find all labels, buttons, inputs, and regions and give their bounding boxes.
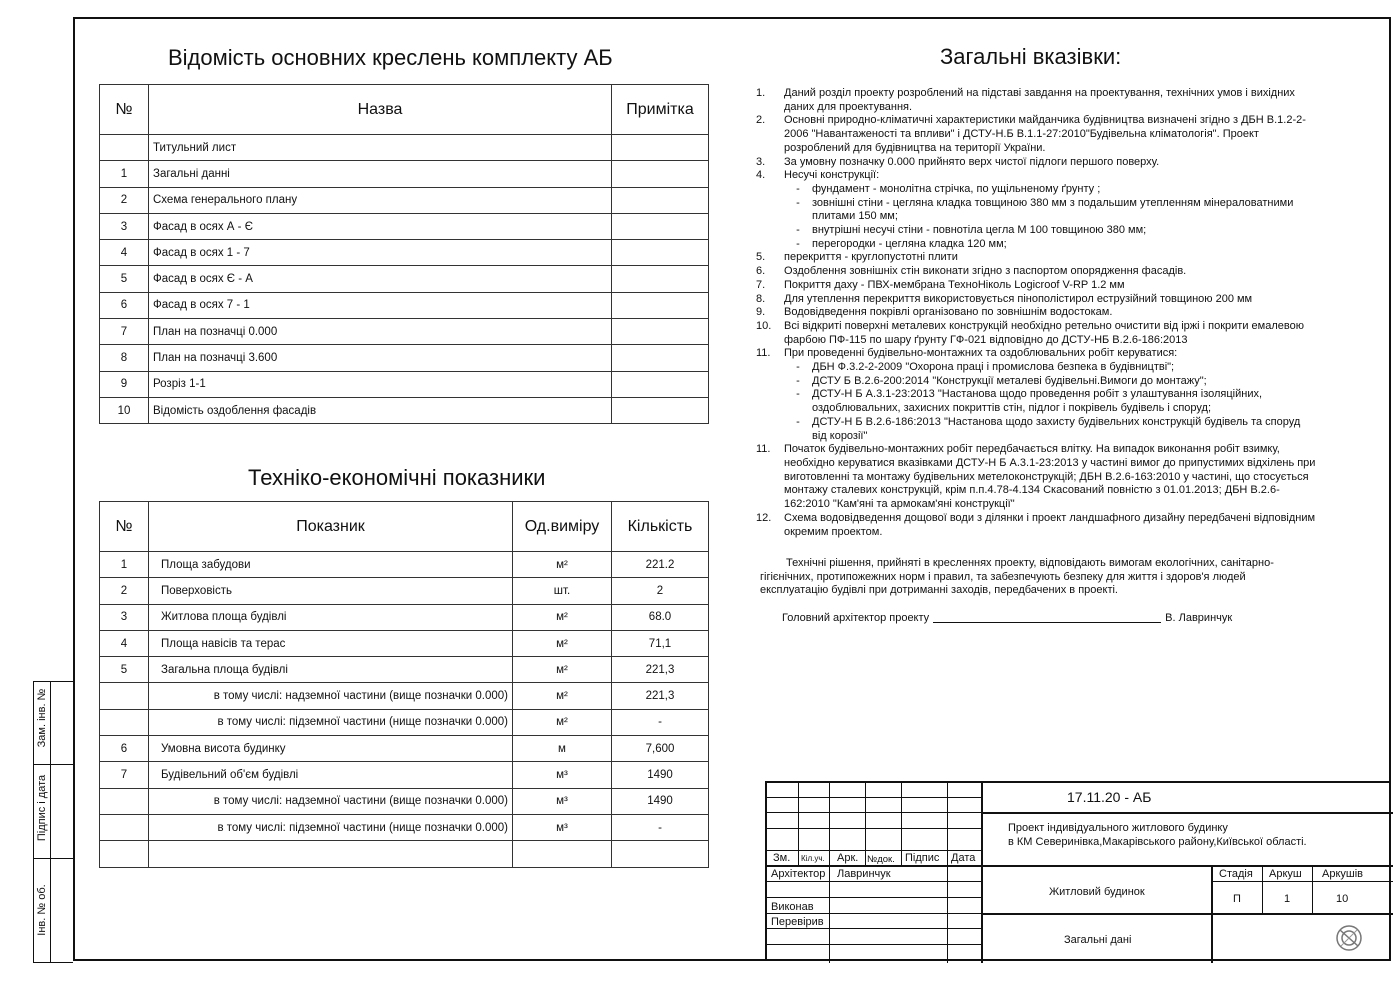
note-subitem: - перегородки - цегляна кладка 120 мм; [756, 238, 1316, 252]
signature-line [782, 612, 1232, 624]
note-subitem-text: внутрішні несучі стіни - повнотіла цегла М 100 товщиною 380 мм; [812, 224, 1147, 237]
tb-col-zm: Зм. [773, 852, 791, 864]
note-number: 8. [756, 292, 766, 305]
tb-col-data: Дата [951, 852, 976, 864]
indicator-no: 7 [100, 762, 149, 788]
indicator-unit: м² [513, 630, 612, 656]
indicator-no: 6 [100, 736, 149, 762]
note-number: 11. [756, 347, 771, 360]
indicator-unit: м² [513, 657, 612, 683]
indicator-unit: шт. [513, 578, 612, 604]
general-notes-list [756, 87, 1316, 539]
indicators-header-name: Показник [149, 502, 513, 552]
indicator-name: Площа забудови [149, 552, 513, 578]
general-notes-paragraph: Технічні рішення, прийняті в кресленнях проекту, відповідають вимогам екологічних, санітарно-гігієнічних, протипожежних норм і правил, та забезпечують безпеку для життя і здоров'я людей експлуатацію будівлі при дотриманні заходів, передбачених в проекті. [760, 557, 1274, 597]
side-stamp-strip [33, 681, 73, 963]
note-text: Оздоблення зовнішніх стін виконати згідно з паспортом опорядження фасадів. [784, 265, 1187, 278]
note-subitem-text: ДСТУ-Н Б А.3.1-23:2013 "Настанова щодо проведення робіт з улаштування ізоляційних, оздоблювальних, захисних покриттів стін, підлог і покрівель будівель і споруд; [812, 388, 1263, 415]
signature-name: В. Лавринчук [1165, 612, 1233, 624]
drawing-name: Фасад в осях 1 - 7 [149, 240, 612, 266]
tb-building-name: Житловий будинок [1049, 886, 1145, 898]
indicator-unit: м² [513, 604, 612, 630]
drawing-note [612, 187, 709, 213]
drawing-name: Схема генерального плану [149, 187, 612, 213]
drawing-no: 7 [100, 319, 149, 345]
tb-col-pidpys: Підпис [905, 852, 940, 864]
note-item [756, 87, 1316, 114]
indicator-qty: - [612, 814, 709, 840]
indicator-qty: 1490 [612, 762, 709, 788]
indicators-header-qty: Кількість [612, 502, 709, 552]
indicator-no [100, 814, 149, 840]
tb-sheets-value: 10 [1336, 893, 1349, 905]
indicator-qty: 68.0 [612, 604, 709, 630]
indicator-unit: м² [513, 709, 612, 735]
indicator-no [100, 709, 149, 735]
indicator-qty: 221,3 [612, 657, 709, 683]
drawings-header-no: № [100, 85, 149, 135]
table-row [100, 213, 709, 239]
drawing-no [100, 135, 149, 161]
tb-role-executor: Виконав [771, 901, 814, 913]
indicators-title: Техніко-економічні показники [248, 465, 546, 490]
note-subitem: - внутрішні несучі стіни - повнотіла цегла М 100 товщиною 380 мм; [756, 224, 1316, 238]
table-row [100, 788, 709, 814]
table-row [100, 762, 709, 788]
table-row [100, 814, 709, 840]
tb-code: 17.11.20 - АБ [1067, 789, 1152, 805]
drawing-name: Фасад в осях 7 - 1 [149, 292, 612, 318]
table-row [100, 292, 709, 318]
indicator-name: Поверховість [149, 578, 513, 604]
indicators-table [99, 501, 709, 868]
table-row [100, 736, 709, 762]
indicator-unit: м³ [513, 762, 612, 788]
indicator-unit: м² [513, 683, 612, 709]
tb-col-ndok: №док. [867, 854, 895, 865]
table-row [100, 240, 709, 266]
note-item [756, 347, 1316, 361]
indicator-unit: м³ [513, 814, 612, 840]
drawing-no: 4 [100, 240, 149, 266]
indicator-name: Загальна площа будівлі [149, 657, 513, 683]
table-row [100, 135, 709, 161]
note-number: 3. [756, 155, 766, 168]
indicators-header-no: № [100, 502, 149, 552]
note-text: За умовну позначку 0.000 прийнято верх чистої підлоги першого поверху. [784, 155, 1160, 168]
tb-sheet-label: Аркуш [1269, 868, 1302, 880]
note-item [756, 114, 1316, 155]
tb-project-line1: Проект індивідуального житлового будинку [1008, 822, 1228, 834]
note-text: Даний розділ проекту розроблений на підставі завдання на проектування, технічних умов і вихідних даних для проектування. [784, 87, 1295, 113]
indicator-name: Будівельний об'єм будівлі [149, 762, 513, 788]
side-inv-zam-label: Зам. інв. № [36, 688, 48, 748]
indicator-name: в тому числі: підземної частини (нище позначки 0.000) [149, 814, 513, 840]
note-item [756, 279, 1316, 293]
note-item [756, 306, 1316, 320]
indicator-no [100, 683, 149, 709]
note-subitem: - зовнішні стіни - цегляна кладка товщиною 380 мм з подальшим утепленням мінераловатними плитами 150 мм; [756, 197, 1316, 224]
title-block [765, 781, 1391, 961]
note-text: Початок будівельно-монтажних робіт передбачається влітку. На випадок виконання робіт взимку, необхідно керуватися вказівками ДСТУ-Н Б А.3.1-23:2013 у частині вимог до припустимих відхілень при виготовленні та монтажу будівельних метелоконструкцій; ДБН В.2.6-163:2010 у частині, що стосується монтажу сталевих конструкцій, крім п.п.4.78-4.134 Скасований повністю з 01.01.2013; ДБН В.2.6-162:2010 "Кам'яні та армокам'яні конструкції" [784, 443, 1316, 511]
table-row [100, 345, 709, 371]
table-row [100, 552, 709, 578]
note-subitem-text: перегородки - цегляна кладка 120 мм; [812, 237, 1007, 250]
side-inv-orig-label: Інв. № об. [36, 884, 48, 936]
note-text: При проведенні будівельно-монтажних та оздоблювальних робіт керуватися: [784, 347, 1178, 360]
drawing-note [612, 266, 709, 292]
note-text: Всі відкриті поверхні металевих конструкцій необхідно ретельно очистити від іржі і покрити емалевою фарбою ПФ-115 по шару ґрунту ГФ-021 відповідно до ДСТУ-НБ В.2.6-186:2013 [784, 319, 1304, 346]
note-text: Покриття даху - ПВХ-мембрана ТехноНіколь Logicroof V-RP 1.2 мм [784, 278, 1125, 291]
drawing-name: Відомість оздоблення фасадів [149, 397, 612, 423]
note-subitem: - ДСТУ-Н Б А.3.1-23:2013 "Настанова щодо проведення робіт з улаштування ізоляційних, оздоблювальних, захисних покриттів стін, підлог і покрівель будівель і споруд; [756, 388, 1316, 415]
drawing-note [612, 319, 709, 345]
indicators-header-unit: Од.виміру [513, 502, 612, 552]
side-signature-date-label: Підпис і дата [36, 774, 48, 842]
note-text: Для утеплення перекриття використовується пінополістирол еструзійний товщиною 200 мм [784, 292, 1253, 305]
note-item [756, 512, 1316, 539]
table-row [100, 187, 709, 213]
indicator-name: в тому числі: надземної частини (вище позначки 0.000) [149, 788, 513, 814]
note-number: 5. [756, 251, 766, 264]
note-subitem-text: зовнішні стіни - цегляна кладка товщиною 380 мм з подальшим утепленням мінераловатними плитами 150 мм; [812, 196, 1294, 223]
note-subitem-text: ДСТУ Б В.2.6-200:2014 "Конструкції металеві будівельні.Вимоги до монтажу"; [812, 374, 1207, 387]
note-item [756, 320, 1316, 347]
drawing-note [612, 292, 709, 318]
indicator-no: 1 [100, 552, 149, 578]
note-number: 12. [756, 511, 772, 524]
drawings-list-table [99, 84, 709, 424]
drawing-note [612, 371, 709, 397]
note-item [756, 265, 1316, 279]
indicator-qty: 221,3 [612, 683, 709, 709]
table-row [100, 657, 709, 683]
indicator-qty: 1490 [612, 788, 709, 814]
table-row [100, 604, 709, 630]
table-row [100, 397, 709, 423]
tb-sheet-value: 1 [1284, 893, 1291, 905]
indicator-name: в тому числі: підземної частини (нище позначки 0.000) [149, 709, 513, 735]
note-subitem-text: фундамент - монолітна стрічка, по ущільненому ґрунту ; [812, 182, 1101, 195]
indicator-name: в тому числі: надземної частини (вище позначки 0.000) [149, 683, 513, 709]
table-row [100, 161, 709, 187]
drawing-note [612, 397, 709, 423]
table-row [100, 266, 709, 292]
tb-col-ark: Арк. [837, 852, 859, 864]
drawing-no: 10 [100, 397, 149, 423]
note-subitem: - ДСТУ Б В.2.6-200:2014 "Конструкції металеві будівельні.Вимоги до монтажу"; [756, 375, 1316, 389]
note-number: 1. [756, 87, 766, 99]
drawings-header-note: Примітка [612, 85, 709, 135]
drawing-no: 9 [100, 371, 149, 397]
indicator-qty: 7,600 [612, 736, 709, 762]
drawing-no: 8 [100, 345, 149, 371]
drawing-note [612, 135, 709, 161]
signature-label: Головний архітектор проекту [782, 612, 930, 624]
note-item [756, 251, 1316, 265]
tb-architect-name: Лавринчук [837, 868, 891, 880]
note-subitem: - ДСТУ-Н Б В.2.6-186:2013 "Настанова щодо захисту будівельних конструкцій будівель та споруд від корозії" [756, 416, 1316, 443]
tb-role-architect: Архітектор [771, 868, 826, 880]
note-subitem: - фундамент - монолітна стрічка, по ущільненому ґрунту ; [756, 183, 1316, 197]
table-row [100, 319, 709, 345]
table-row [100, 630, 709, 656]
drawing-no: 2 [100, 187, 149, 213]
drawing-name: Фасад в осях А - Є [149, 213, 612, 239]
drawings-header-name: Назва [149, 85, 612, 135]
drawings-list-title: Відомість основних креслень комплекту АБ [168, 45, 613, 70]
indicator-qty: 71,1 [612, 630, 709, 656]
note-subitem-text: ДБН Ф.3.2-2-2009 "Охорона праці і промислова безпека в будівництві"; [812, 361, 1175, 374]
tb-col-kil: Кіл.уч. [801, 854, 825, 863]
indicator-no [100, 841, 149, 867]
indicator-no: 4 [100, 630, 149, 656]
drawing-no: 6 [100, 292, 149, 318]
seal-logo-icon [1335, 924, 1363, 952]
drawing-name: Фасад в осях Є - А [149, 266, 612, 292]
drawing-no: 5 [100, 266, 149, 292]
table-row [100, 371, 709, 397]
indicator-unit [513, 841, 612, 867]
indicator-no: 2 [100, 578, 149, 604]
note-number: 2. [756, 114, 766, 127]
indicator-name: Умовна висота будинку [149, 736, 513, 762]
table-row [100, 709, 709, 735]
indicator-qty: 2 [612, 578, 709, 604]
drawing-name: План на позначці 3.600 [149, 345, 612, 371]
drawing-name: Розріз 1-1 [149, 371, 612, 397]
note-number: 11. [756, 443, 771, 456]
note-text: Схема водовідведення дощової води з ділянки і проект ландшафного дизайну передбачені відповідним окремим проектом. [784, 511, 1316, 538]
drawing-note [612, 240, 709, 266]
note-number: 4. [756, 169, 766, 182]
drawing-name: Загальні данні [149, 161, 612, 187]
indicator-name: Площа навісів та терас [149, 630, 513, 656]
indicator-unit: м [513, 736, 612, 762]
tb-stage-value: П [1233, 893, 1241, 905]
indicator-unit: м³ [513, 788, 612, 814]
note-text: Основні природно-кліматичні характеристики майданчика будівництва визначені згідно з ДБН В.1.2-2-2006 "Навантаженості та впливи" і ДСТУ-Н.Б В.1.1-27:2010"Будівельна кліматологія". Проект розроблений для будівництва на території України. [784, 114, 1306, 154]
indicator-qty [612, 841, 709, 867]
drawing-no: 1 [100, 161, 149, 187]
drawing-no: 3 [100, 213, 149, 239]
indicator-name: Житлова площа будівлі [149, 604, 513, 630]
general-notes-title: Загальні вказівки: [940, 44, 1122, 69]
drawing-name: План на позначці 0.000 [149, 319, 612, 345]
note-item [756, 443, 1316, 512]
indicator-unit: м² [513, 552, 612, 578]
note-text: перекриття - круглопустотні плити [784, 251, 958, 264]
drawing-note [612, 161, 709, 187]
note-item [756, 169, 1316, 183]
indicator-qty: - [612, 709, 709, 735]
tb-project-line2: в КМ Северинівка,Макарівського району,Київської області. [1008, 836, 1307, 848]
tb-sheets-label: Аркушів [1322, 868, 1364, 880]
note-subitem-text: ДСТУ-Н Б В.2.6-186:2013 "Настанова щодо захисту будівельних конструкцій будівель та споруд від корозії" [812, 415, 1301, 442]
note-number: 7. [756, 278, 766, 291]
indicator-no: 5 [100, 657, 149, 683]
indicator-no [100, 788, 149, 814]
indicator-no: 3 [100, 604, 149, 630]
drawing-note [612, 213, 709, 239]
tb-role-checker: Перевірив [771, 916, 824, 928]
drawing-name: Титульний лист [149, 135, 612, 161]
indicator-qty: 221.2 [612, 552, 709, 578]
drawing-note [612, 345, 709, 371]
table-row [100, 841, 709, 867]
tb-sheet-name: Загальні дані [1064, 934, 1132, 946]
note-number: 10. [756, 319, 772, 332]
note-number: 9. [756, 306, 766, 319]
indicator-name [149, 841, 513, 867]
note-subitem: - ДБН Ф.3.2-2-2009 "Охорона праці і промислова безпека в будівництві"; [756, 361, 1316, 375]
tb-stage-label: Стадія [1219, 868, 1253, 880]
note-text: Водовідведення покрівлі організовано по зовнішнім водостокам. [784, 306, 1113, 319]
table-row [100, 683, 709, 709]
note-text: Несучі конструкції: [784, 169, 880, 182]
table-row [100, 578, 709, 604]
note-item [756, 156, 1316, 170]
note-number: 6. [756, 265, 766, 278]
note-item [756, 293, 1316, 307]
